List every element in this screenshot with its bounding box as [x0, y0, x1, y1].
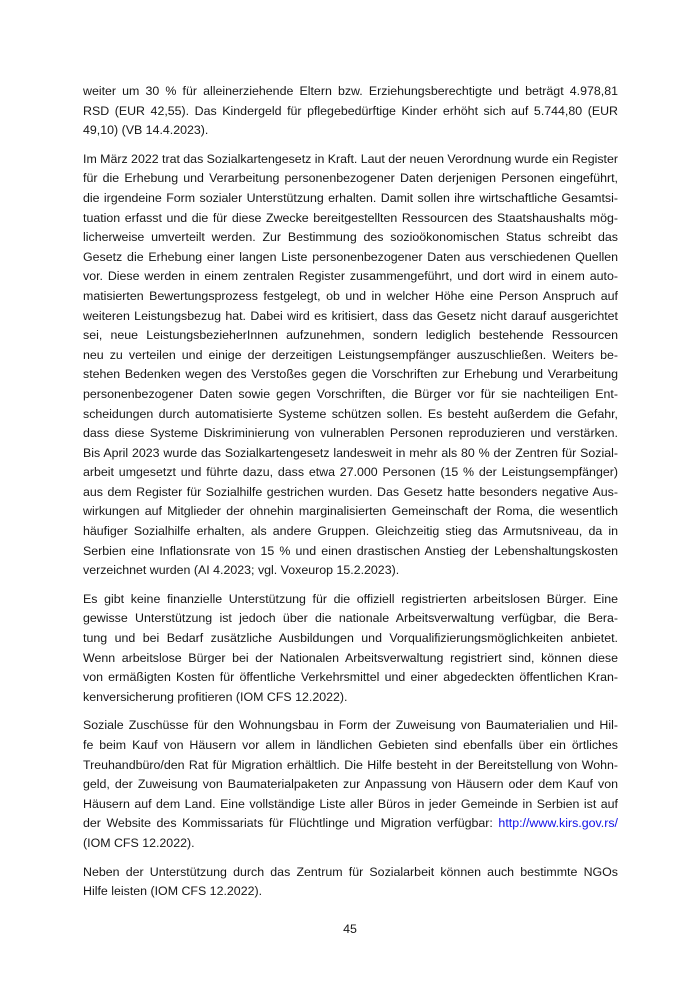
- text-line: weiter um 30 % für alleinerziehende Eltern bzw. Erziehungsberechtigte und beträgt 4.978,81: [83, 84, 618, 98]
- text-line: matisierten Bewertungsprozess festgelegt, ob und in welcher Höhe eine Person Anspruch auf: [83, 288, 618, 303]
- text-line: Treuhandbüro/den Rat für Migration erhältlich. Die Hilfe besteht in der Bereitstellung von Wohn-: [83, 757, 618, 772]
- text-line: aus dem Register für Sozialhilfe gestrichen wurden. Das Gesetz hatte besonders negative Aus-: [83, 484, 618, 499]
- text-line: scheidungen durch automatisierte Systeme schützen sollen. Es besteht außerdem die Gefahr,: [83, 406, 618, 421]
- text-line: arbeit umgesetzt und führte dazu, dass etwa 27.000 Personen (15 % der Leistungsempfänger): [83, 465, 618, 480]
- text-line: tuation erfasst und die für diese Zwecke bereitgestellten Ressourcen des Staatshaushalts mög-: [83, 210, 618, 225]
- text-line: vor. Diese werden in einem zentralen Register zusammengeführt, und dort wird in einem auto-: [83, 269, 618, 284]
- text-line: Neben der Unterstützung durch das Zentrum für Sozialarbeit können auch bestimmte NGOs: [83, 864, 618, 879]
- text-line: Wenn arbeitslose Bürger bei der Nationalen Arbeitsverwaltung registriert sind, können diese: [83, 650, 618, 665]
- text-line: 49,10) (VB 14.4.2023).: [83, 123, 209, 138]
- kirs-link[interactable]: http://www.kirs.gov.rs/: [498, 816, 618, 831]
- text-line: weiteren Leistungsbezug hat. Dabei wird es kritisiert, dass das Gesetz nicht darauf ausgerichtet: [83, 308, 618, 323]
- text-line: Gesetz die Erhebung einer langen Liste personenbezogener Daten aus verschiedenen Quellen: [83, 249, 618, 264]
- text-line: Hilfe leisten (IOM CFS 12.2022).: [83, 884, 263, 899]
- text-line: Bis April 2023 wurde das Sozialkartengesetz landesweit in mehr als 80 % der Zentren für Sozial-: [83, 445, 618, 460]
- paragraph: [83, 716, 618, 853]
- text-line: licherweise umverteilt werden. Zur Bestimmung des sozioökonomischen Status schreibt das: [83, 230, 618, 245]
- text-line: Im März 2022 trat das Sozialkartengesetz in Kraft. Laut der neuen Verordnung wurde ein Register: [83, 151, 618, 166]
- text-line: Es gibt keine finanzielle Unterstützung für die offiziell registrierten arbeitslosen Bürger. Eine: [83, 591, 618, 606]
- text-line: häufiger Sozialhilfe erhalten, als andere Gruppen. Gleichzeitig stieg das Armutsniveau, da in: [83, 524, 618, 539]
- text-line: sei, neue LeistungsbezieherInnen aufzunehmen, sondern lediglich bestehende Ressourcen: [83, 328, 618, 343]
- paragraph: [83, 590, 618, 708]
- text-line: verzeichnet wurden (AI 4.2023; vgl. Voxeurop 15.2.2023).: [83, 563, 400, 578]
- page-number: 45: [343, 922, 357, 936]
- text-line: Soziale Zuschüsse für den Wohnungsbau in Form der Zuweisung von Baumaterialien und Hil-: [83, 718, 618, 733]
- text-line: für die Erhebung und Verarbeitung personenbezogener Daten derjenigen Personen eingeführt,: [83, 171, 618, 186]
- text-line: neu zu verteilen und einige der derzeitigen Leistungsempfänger auszuschließen. Weiters be-: [83, 347, 618, 362]
- text-line: dass diese Systeme Diskriminierung von vulnerablen Personen reproduzieren und verstärken.: [83, 426, 618, 441]
- text-line: stehen Bedenken wegen des Verstoßes gegen die Vorschriften zur Erhebung und Verarbeitung: [83, 367, 618, 382]
- text-line: kenversicherung profitieren (IOM CFS 12.2022).: [83, 689, 348, 704]
- text-line: der Website des Kommissariats für Flüchtlinge und Migration verfügbar: http://www.kirs.gov.rs/: [83, 816, 618, 831]
- text-line: wirkungen auf Mitglieder der ohnehin marginalisierten Gemeinschaft der Roma, die wesentlich: [83, 504, 618, 519]
- text-line: RSD (EUR 42,55). Das Kindergeld für pflegebedürftige Kinder erhöht sich auf 5.744,80 (EUR: [83, 103, 618, 118]
- paragraph: [83, 150, 618, 581]
- text-line: gewisse Unterstützung ist jedoch über die nationale Arbeitsverwaltung verfügbar, die Bera-: [83, 611, 618, 626]
- text-line: tung und bei Bedarf zusätzliche Ausbildungen und Vorqualifizierungsmöglichkeiten anbietet.: [83, 631, 618, 646]
- text-line: personenbezogener Daten sowie gegen Vorschriften, die Bürger vor für sie nachteiligen Ent-: [83, 386, 618, 401]
- text-line: von ermäßigten Kosten für öffentliche Verkehrsmittel und einer abgedeckten öffentlichen Kran-: [83, 670, 618, 685]
- text-line: Häusern auf dem Land. Eine vollständige Liste aller Büros in jeder Gemeinde in Serbien ist auf: [83, 796, 618, 811]
- document-body: [83, 82, 618, 911]
- text-line: fe beim Kauf von Häusern vor allem in ländlichen Gebieten sind ebenfalls über ein örtliches: [83, 738, 618, 752]
- text-line: (IOM CFS 12.2022).: [83, 835, 195, 850]
- text-line: Serbien eine Inflationsrate von 15 % und einen drastischen Anstieg der Lebenshaltungskosten: [83, 543, 618, 558]
- paragraph: [83, 863, 618, 902]
- text-line: die irgendeine Form sozialer Unterstützung erhalten. Damit sollen ihre wirtschaftliche Gesamtsi-: [83, 190, 618, 205]
- paragraph: [83, 82, 618, 141]
- text-line: geld, der Zuweisung von Baumaterialpaketen zur Anpassung von Häusern oder dem Kauf von: [83, 777, 618, 792]
